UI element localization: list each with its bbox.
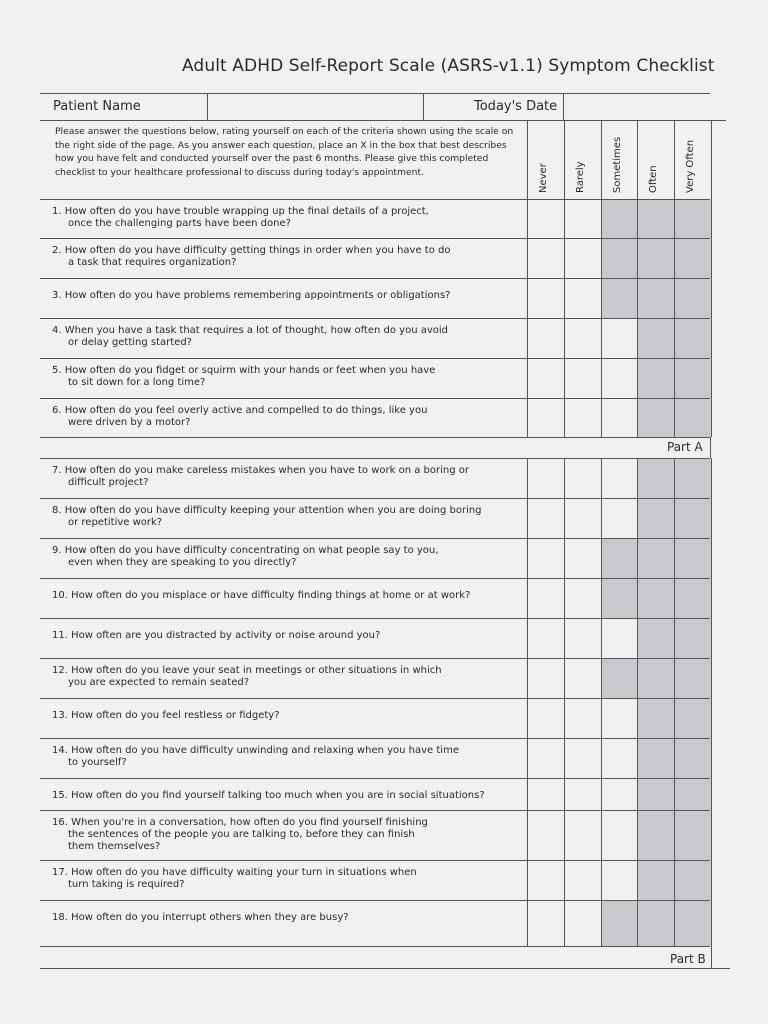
answer-box-q5-sometimes[interactable] — [602, 359, 637, 398]
answer-box-q2-sometimes[interactable] — [602, 239, 637, 278]
grid-rule — [674, 458, 675, 946]
answer-box-q18-rarely[interactable] — [565, 901, 601, 946]
answer-box-q16-very-often[interactable] — [675, 811, 711, 860]
answer-box-q2-very-often[interactable] — [675, 239, 711, 278]
answer-box-q3-rarely[interactable] — [565, 279, 601, 318]
column-header-very-often: Very Often — [685, 139, 696, 193]
question-text-line2: were driven by a motor? — [68, 417, 191, 428]
grid-rule — [40, 498, 710, 499]
grid-rule — [527, 458, 528, 946]
grid-rule — [40, 538, 710, 539]
answer-box-q15-often[interactable] — [638, 779, 674, 810]
grid-rule — [40, 238, 710, 239]
grid-rule — [40, 458, 710, 459]
question-text-line2: a task that requires organization? — [68, 257, 237, 268]
answer-box-q18-never[interactable] — [528, 901, 564, 946]
question-2 — [52, 245, 522, 269]
question-text: 1. How often do you have trouble wrapping up the final details of a project, — [52, 206, 429, 217]
grid-rule — [40, 578, 710, 579]
grid-rule — [40, 778, 710, 779]
patient-name-label: Patient Name — [53, 99, 141, 114]
answer-box-q10-often[interactable] — [638, 579, 674, 618]
answer-box-q13-sometimes[interactable] — [602, 699, 637, 738]
column-header-rarely: Rarely — [575, 161, 586, 193]
grid-rule — [40, 860, 710, 861]
answer-box-q8-never[interactable] — [528, 499, 564, 538]
question-text-line3: them themselves? — [68, 841, 161, 852]
question-3 — [52, 290, 522, 302]
answer-box-q16-never[interactable] — [528, 811, 564, 860]
grid-rule — [601, 458, 602, 946]
question-9 — [52, 545, 522, 569]
question-text-line2: difficult project? — [68, 477, 149, 488]
question-12 — [52, 665, 522, 689]
column-header-sometimes: Sometimes — [612, 136, 623, 193]
grid-rule — [527, 120, 528, 437]
answer-box-q17-often[interactable] — [638, 861, 674, 900]
answer-box-q3-very-often[interactable] — [675, 279, 711, 318]
answer-box-q16-often[interactable] — [638, 811, 674, 860]
question-text: 9. How often do you have difficulty concentrating on what people say to you, — [52, 545, 439, 556]
question-text-line2: or repetitive work? — [68, 517, 163, 528]
answer-box-q13-often[interactable] — [638, 699, 674, 738]
question-5 — [52, 365, 522, 389]
answer-box-q1-sometimes[interactable] — [602, 200, 637, 238]
answer-box-q9-often[interactable] — [638, 539, 674, 578]
answer-box-q2-rarely[interactable] — [565, 239, 601, 278]
part-b-label: Part B — [670, 952, 706, 966]
answer-box-q4-very-often[interactable] — [675, 319, 711, 358]
grid-rule — [710, 437, 711, 458]
answer-box-q16-sometimes[interactable] — [602, 811, 637, 860]
question-8 — [52, 505, 522, 529]
answer-box-q12-very-often[interactable] — [675, 659, 711, 698]
answer-box-q14-never[interactable] — [528, 739, 564, 778]
question-text-line2: even when they are speaking to you directly? — [68, 557, 297, 568]
answer-box-q7-sometimes[interactable] — [602, 459, 637, 498]
answer-box-q5-rarely[interactable] — [565, 359, 601, 398]
question-text: 12. How often do you leave your seat in meetings or other situations in which — [52, 665, 442, 676]
answer-box-q15-sometimes[interactable] — [602, 779, 637, 810]
answer-box-q18-often[interactable] — [638, 901, 674, 946]
answer-box-q7-often[interactable] — [638, 459, 674, 498]
question-7 — [52, 465, 522, 489]
answer-box-q8-very-often[interactable] — [675, 499, 711, 538]
answer-box-q9-very-often[interactable] — [675, 539, 711, 578]
answer-box-q3-never[interactable] — [528, 279, 564, 318]
question-text: 15. How often do you find yourself talking too much when you are in social situations? — [52, 790, 485, 801]
answer-box-q1-often[interactable] — [638, 200, 674, 238]
answer-box-q5-very-often[interactable] — [675, 359, 711, 398]
answer-box-q6-never[interactable] — [528, 399, 564, 437]
question-11 — [52, 630, 522, 642]
question-text: 4. When you have a task that requires a lot of thought, how often do you avoid — [52, 325, 448, 336]
grid-rule — [40, 318, 710, 319]
answer-box-q17-sometimes[interactable] — [602, 861, 637, 900]
answer-box-q3-sometimes[interactable] — [602, 279, 637, 318]
answer-box-q14-sometimes[interactable] — [602, 739, 637, 778]
column-header-never: Never — [538, 163, 549, 193]
answer-box-q10-sometimes[interactable] — [602, 579, 637, 618]
question-text-line2: to sit down for a long time? — [68, 377, 206, 388]
grid-rule — [674, 120, 675, 437]
grid-rule — [40, 968, 730, 969]
question-16 — [52, 817, 522, 853]
answer-box-q1-never[interactable] — [528, 200, 564, 238]
question-text: 18. How often do you interrupt others when they are busy? — [52, 912, 349, 923]
header-row — [40, 93, 710, 120]
grid-rule — [40, 738, 710, 739]
answer-box-q5-never[interactable] — [528, 359, 564, 398]
grid-rule — [40, 398, 710, 399]
grid-rule — [637, 120, 638, 437]
answer-box-q17-very-often[interactable] — [675, 861, 711, 900]
answer-box-q12-sometimes[interactable] — [602, 659, 637, 698]
question-text: 3. How often do you have problems remembering appointments or obligations? — [52, 290, 451, 301]
answer-box-q6-rarely[interactable] — [565, 399, 601, 437]
question-14 — [52, 745, 522, 769]
answer-box-q8-often[interactable] — [638, 499, 674, 538]
answer-box-q9-sometimes[interactable] — [602, 539, 637, 578]
question-text-line2: you are expected to remain seated? — [68, 677, 250, 688]
answer-box-q4-often[interactable] — [638, 319, 674, 358]
question-text-line2: once the challenging parts have been done? — [68, 218, 291, 229]
patient-name-field[interactable] — [208, 94, 422, 119]
question-text: 14. How often do you have difficulty unwinding and relaxing when you have time — [52, 745, 459, 756]
answer-box-q18-sometimes[interactable] — [602, 901, 637, 946]
answer-box-q4-rarely[interactable] — [565, 319, 601, 358]
answer-box-q11-sometimes[interactable] — [602, 619, 637, 658]
answer-box-q5-often[interactable] — [638, 359, 674, 398]
grid-rule — [40, 900, 710, 901]
question-text-line2: or delay getting started? — [68, 337, 192, 348]
question-4 — [52, 325, 522, 349]
grid-rule — [711, 120, 712, 437]
answer-box-q10-very-often[interactable] — [675, 579, 711, 618]
question-text: 8. How often do you have difficulty keeping your attention when you are doing boring — [52, 505, 482, 516]
answer-box-q11-very-often[interactable] — [675, 619, 711, 658]
question-text: 10. How often do you misplace or have difficulty finding things at home or at work? — [52, 590, 471, 601]
answer-box-q15-rarely[interactable] — [565, 779, 601, 810]
answer-box-q13-very-often[interactable] — [675, 699, 711, 738]
answer-box-q6-very-often[interactable] — [675, 399, 711, 437]
answer-box-q13-never[interactable] — [528, 699, 564, 738]
grid-rule — [637, 458, 638, 946]
grid-rule — [40, 199, 710, 200]
question-13 — [52, 710, 522, 722]
answer-box-q12-often[interactable] — [638, 659, 674, 698]
answer-box-q3-often[interactable] — [638, 279, 674, 318]
answer-box-q2-never[interactable] — [528, 239, 564, 278]
question-text: 13. How often do you feel restless or fidgety? — [52, 710, 280, 721]
answer-box-q7-very-often[interactable] — [675, 459, 711, 498]
answer-box-q7-rarely[interactable] — [565, 459, 601, 498]
answer-box-q2-often[interactable] — [638, 239, 674, 278]
answer-box-q6-sometimes[interactable] — [602, 399, 637, 437]
grid-rule — [40, 658, 710, 659]
page-title: Adult ADHD Self-Report Scale (ASRS-v1.1) Symptom Checklist — [182, 56, 715, 76]
question-text: 7. How often do you make careless mistakes when you have to work on a boring or — [52, 465, 469, 476]
answer-box-q12-rarely[interactable] — [565, 659, 601, 698]
grid-rule — [564, 458, 565, 946]
answer-box-q6-often[interactable] — [638, 399, 674, 437]
answer-box-q11-never[interactable] — [528, 619, 564, 658]
answer-box-q14-rarely[interactable] — [565, 739, 601, 778]
todays-date-label: Today's Date — [474, 99, 558, 114]
answer-box-q8-rarely[interactable] — [565, 499, 601, 538]
question-18 — [52, 912, 522, 924]
question-text: 16. When you're in a conversation, how often do you find yourself finishing — [52, 817, 428, 828]
grid-rule — [40, 698, 710, 699]
grid-rule — [40, 810, 710, 811]
todays-date-field[interactable] — [564, 94, 709, 119]
answer-box-q11-rarely[interactable] — [565, 619, 601, 658]
answer-box-q4-never[interactable] — [528, 319, 564, 358]
question-text: 11. How often are you distracted by activity or noise around you? — [52, 630, 381, 641]
question-15 — [52, 790, 522, 802]
answer-box-q11-often[interactable] — [638, 619, 674, 658]
question-text: 6. How often do you feel overly active and compelled to do things, like you — [52, 405, 428, 416]
grid-rule — [40, 278, 710, 279]
question-text-line2: the sentences of the people you are talking to, before they can finish — [68, 829, 415, 840]
question-text: 2. How often do you have difficulty getting things in order when you have to do — [52, 245, 451, 256]
grid-rule — [40, 437, 710, 438]
answer-box-q9-never[interactable] — [528, 539, 564, 578]
answer-box-q16-rarely[interactable] — [565, 811, 601, 860]
answer-box-q4-sometimes[interactable] — [602, 319, 637, 358]
answer-box-q14-often[interactable] — [638, 739, 674, 778]
answer-box-q12-never[interactable] — [528, 659, 564, 698]
grid-rule — [40, 358, 710, 359]
grid-rule — [711, 458, 712, 946]
answer-box-q15-very-often[interactable] — [675, 779, 711, 810]
grid-rule — [564, 120, 565, 437]
column-header-often: Often — [648, 165, 659, 193]
question-10 — [52, 590, 522, 602]
question-1 — [52, 206, 522, 230]
grid-rule — [40, 946, 710, 947]
grid-rule — [40, 120, 726, 121]
answer-box-q13-rarely[interactable] — [565, 699, 601, 738]
question-6 — [52, 405, 522, 429]
answer-box-q10-rarely[interactable] — [565, 579, 601, 618]
answer-box-q10-never[interactable] — [528, 579, 564, 618]
part-a-label: Part A — [667, 440, 703, 454]
question-text: 5. How often do you fidget or squirm with your hands or feet when you have — [52, 365, 436, 376]
answer-box-q18-very-often[interactable] — [675, 901, 711, 946]
answer-box-q1-rarely[interactable] — [565, 200, 601, 238]
grid-rule — [711, 946, 712, 968]
answer-box-q14-very-often[interactable] — [675, 739, 711, 778]
instructions: Please answer the questions below, rating yourself on each of the criteria shown using the scale on the right side of the page. As you answer each question, place an X in the box that best describes how you have felt and conducted yourself over the past 6 months. Please give this completed checklist to your healthcare professional to discuss during today's appointment. — [55, 126, 514, 178]
question-text: 17. How often do you have difficulty waiting your turn in situations when — [52, 867, 417, 878]
answer-box-q1-very-often[interactable] — [675, 200, 711, 238]
question-text-line2: to yourself? — [68, 757, 127, 768]
answer-box-q17-rarely[interactable] — [565, 861, 601, 900]
answer-box-q8-sometimes[interactable] — [602, 499, 637, 538]
answer-box-q9-rarely[interactable] — [565, 539, 601, 578]
answer-box-q7-never[interactable] — [528, 459, 564, 498]
question-text-line2: turn taking is required? — [68, 879, 185, 890]
answer-box-q17-never[interactable] — [528, 861, 564, 900]
question-17 — [52, 867, 522, 891]
grid-rule — [601, 120, 602, 437]
grid-rule — [40, 618, 710, 619]
answer-box-q15-never[interactable] — [528, 779, 564, 810]
